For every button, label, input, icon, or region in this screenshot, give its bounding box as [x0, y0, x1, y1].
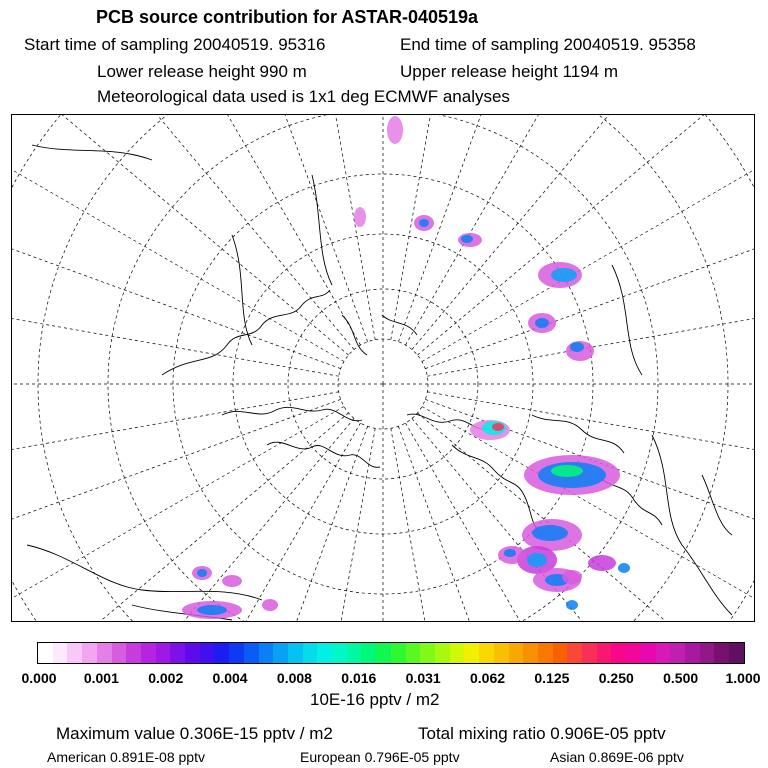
meridian-line — [12, 399, 341, 621]
meridian-line — [12, 407, 344, 622]
colorbar-segment — [391, 643, 406, 663]
colorbar-segment — [273, 643, 288, 663]
meridian-line — [261, 428, 375, 621]
meridian-line — [391, 115, 505, 340]
meridian-line — [33, 115, 361, 345]
colorbar-segment — [626, 643, 641, 663]
colorbar-tick-label: 1.000 — [725, 670, 761, 686]
colorbar-segment — [406, 643, 421, 663]
concentration-patch — [461, 235, 473, 243]
colorbar-segment — [376, 643, 391, 663]
concentration-patch — [570, 342, 584, 352]
concentration-patch — [222, 575, 242, 587]
map-title: PCB source contribution for ASTAR-040519a — [96, 7, 479, 27]
colorbar-segment — [685, 643, 700, 663]
colorbar-segment — [332, 643, 347, 663]
colorbar-tick-label: 0.250 — [598, 670, 634, 686]
colorbar-tick-label: 0.062 — [470, 670, 506, 686]
colorbar-segment — [38, 643, 53, 663]
concentration-patch — [197, 605, 227, 615]
colorbar-segment — [582, 643, 597, 663]
meridian-line — [412, 115, 754, 350]
meteorological-data: Meteorological data used is 1x1 deg ECMWF analyses — [97, 87, 510, 106]
concentration-patch — [504, 549, 516, 557]
concentration-patch — [551, 465, 583, 477]
colorbar-tick-label: 0.500 — [663, 670, 699, 686]
colorbar-segment — [523, 643, 538, 663]
colorbar-segment — [67, 643, 82, 663]
start-time: Start time of sampling 20040519. 95316 — [24, 35, 326, 54]
coastline — [652, 435, 732, 615]
colorbar-segment — [597, 643, 612, 663]
colorbar-segment — [170, 643, 185, 663]
colorbar-segment — [82, 643, 97, 663]
meridian-line — [12, 413, 349, 621]
colorbar-segment — [141, 643, 156, 663]
colorbar-tick-label: 0.008 — [276, 670, 312, 686]
coastline — [702, 475, 732, 535]
colorbar-segment — [494, 643, 509, 663]
coastline — [452, 445, 542, 535]
colorbar-segment — [509, 643, 524, 663]
end-time: End time of sampling 20040519. 95358 — [400, 35, 696, 54]
concentration-patch — [566, 600, 578, 610]
colorbar-tick-label: 0.000 — [21, 670, 57, 686]
meridian-line — [391, 428, 505, 621]
meridian-line — [261, 115, 375, 340]
concentration-patch — [535, 318, 549, 328]
concentration-patch — [387, 116, 403, 144]
colorbar-segment — [553, 643, 568, 663]
colorbar-segment — [729, 643, 744, 663]
colorbar-segment — [259, 643, 274, 663]
polar-map — [11, 114, 755, 622]
meridian-line — [12, 115, 349, 355]
colorbar-segment — [126, 643, 141, 663]
colorbar — [37, 642, 745, 664]
coastline — [232, 235, 252, 345]
european-contribution: European 0.796E-05 pptv — [300, 749, 460, 765]
map-canvas — [12, 115, 754, 621]
coastline — [612, 265, 642, 375]
colorbar-segment — [97, 643, 112, 663]
colorbar-segment — [450, 643, 465, 663]
colorbar-unit: 10E-16 pptv / m2 — [310, 690, 440, 709]
colorbar-tick-label: 0.125 — [534, 670, 570, 686]
colorbar-segment — [656, 643, 671, 663]
coastline — [532, 415, 624, 453]
meridian-line — [144, 115, 368, 342]
meridian-line — [12, 115, 354, 350]
coastline — [222, 407, 362, 421]
colorbar-segment — [420, 643, 435, 663]
meridian-line — [427, 262, 754, 376]
concentration-patch — [618, 563, 630, 573]
meridian-line — [398, 426, 622, 621]
colorbar-segment — [156, 643, 171, 663]
concentration-patch — [492, 423, 504, 431]
colorbar-segment — [714, 643, 729, 663]
colorbar-segment — [611, 643, 626, 663]
colorbar-segment — [214, 643, 229, 663]
meridian-line — [406, 115, 734, 345]
asian-contribution: Asian 0.869E-06 pptv — [550, 749, 684, 765]
concentration-patch — [551, 268, 577, 282]
coastline — [382, 315, 417, 335]
colorbar-segment — [185, 643, 200, 663]
concentration-patch — [354, 207, 366, 227]
colorbar-segment — [464, 643, 479, 663]
coastline — [32, 145, 152, 160]
concentration-patch — [419, 219, 429, 227]
colorbar-tick-label: 0.031 — [405, 670, 441, 686]
colorbar-segment — [229, 643, 244, 663]
meridian-line — [422, 407, 754, 622]
colorbar-segment — [435, 643, 450, 663]
concentration-patch — [562, 570, 582, 584]
coastline — [27, 545, 262, 600]
meridian-line — [12, 262, 339, 376]
colorbar-tick-label: 0.004 — [212, 670, 248, 686]
meridian-line — [398, 115, 622, 342]
concentration-patch — [588, 555, 616, 571]
colorbar-segment — [361, 643, 376, 663]
colorbar-tick-label: 0.001 — [83, 670, 119, 686]
colorbar-segment — [53, 643, 68, 663]
maximum-value: Maximum value 0.306E-15 pptv / m2 — [56, 724, 333, 743]
colorbar-tick-label: 0.016 — [341, 670, 377, 686]
colorbar-segment — [317, 643, 332, 663]
coastlines — [27, 145, 732, 620]
lower-release-height: Lower release height 990 m — [97, 62, 307, 81]
coastline — [267, 442, 380, 467]
concentration-patch — [527, 553, 547, 567]
meridian-line — [12, 392, 339, 506]
colorbar-segment — [479, 643, 494, 663]
colorbar-segment — [244, 643, 259, 663]
colorbar-segment — [700, 643, 715, 663]
meridian-line — [425, 145, 754, 369]
colorbar-segment — [641, 643, 656, 663]
meridian-line — [12, 145, 341, 369]
meridian-line — [412, 418, 754, 621]
colorbar-tick-label: 0.002 — [148, 670, 184, 686]
coastline — [162, 290, 330, 375]
colorbar-segment — [670, 643, 685, 663]
concentration-patch — [197, 569, 207, 577]
coastline — [312, 175, 332, 285]
colorbar-segment — [347, 643, 362, 663]
concentration-patch — [262, 599, 278, 611]
colorbar-segment — [288, 643, 303, 663]
graticule — [12, 115, 754, 621]
total-mixing-ratio: Total mixing ratio 0.906E-05 pptv — [418, 724, 666, 743]
concentration-patch — [532, 525, 568, 541]
upper-release-height: Upper release height 1194 m — [400, 62, 618, 81]
american-contribution: American 0.891E-08 pptv — [47, 749, 205, 765]
colorbar-segment — [112, 643, 127, 663]
colorbar-segment — [538, 643, 553, 663]
colorbar-segment — [567, 643, 582, 663]
colorbar-segment — [303, 643, 318, 663]
meridian-line — [12, 115, 344, 362]
colorbar-segment — [200, 643, 215, 663]
meridian-line — [417, 413, 754, 621]
